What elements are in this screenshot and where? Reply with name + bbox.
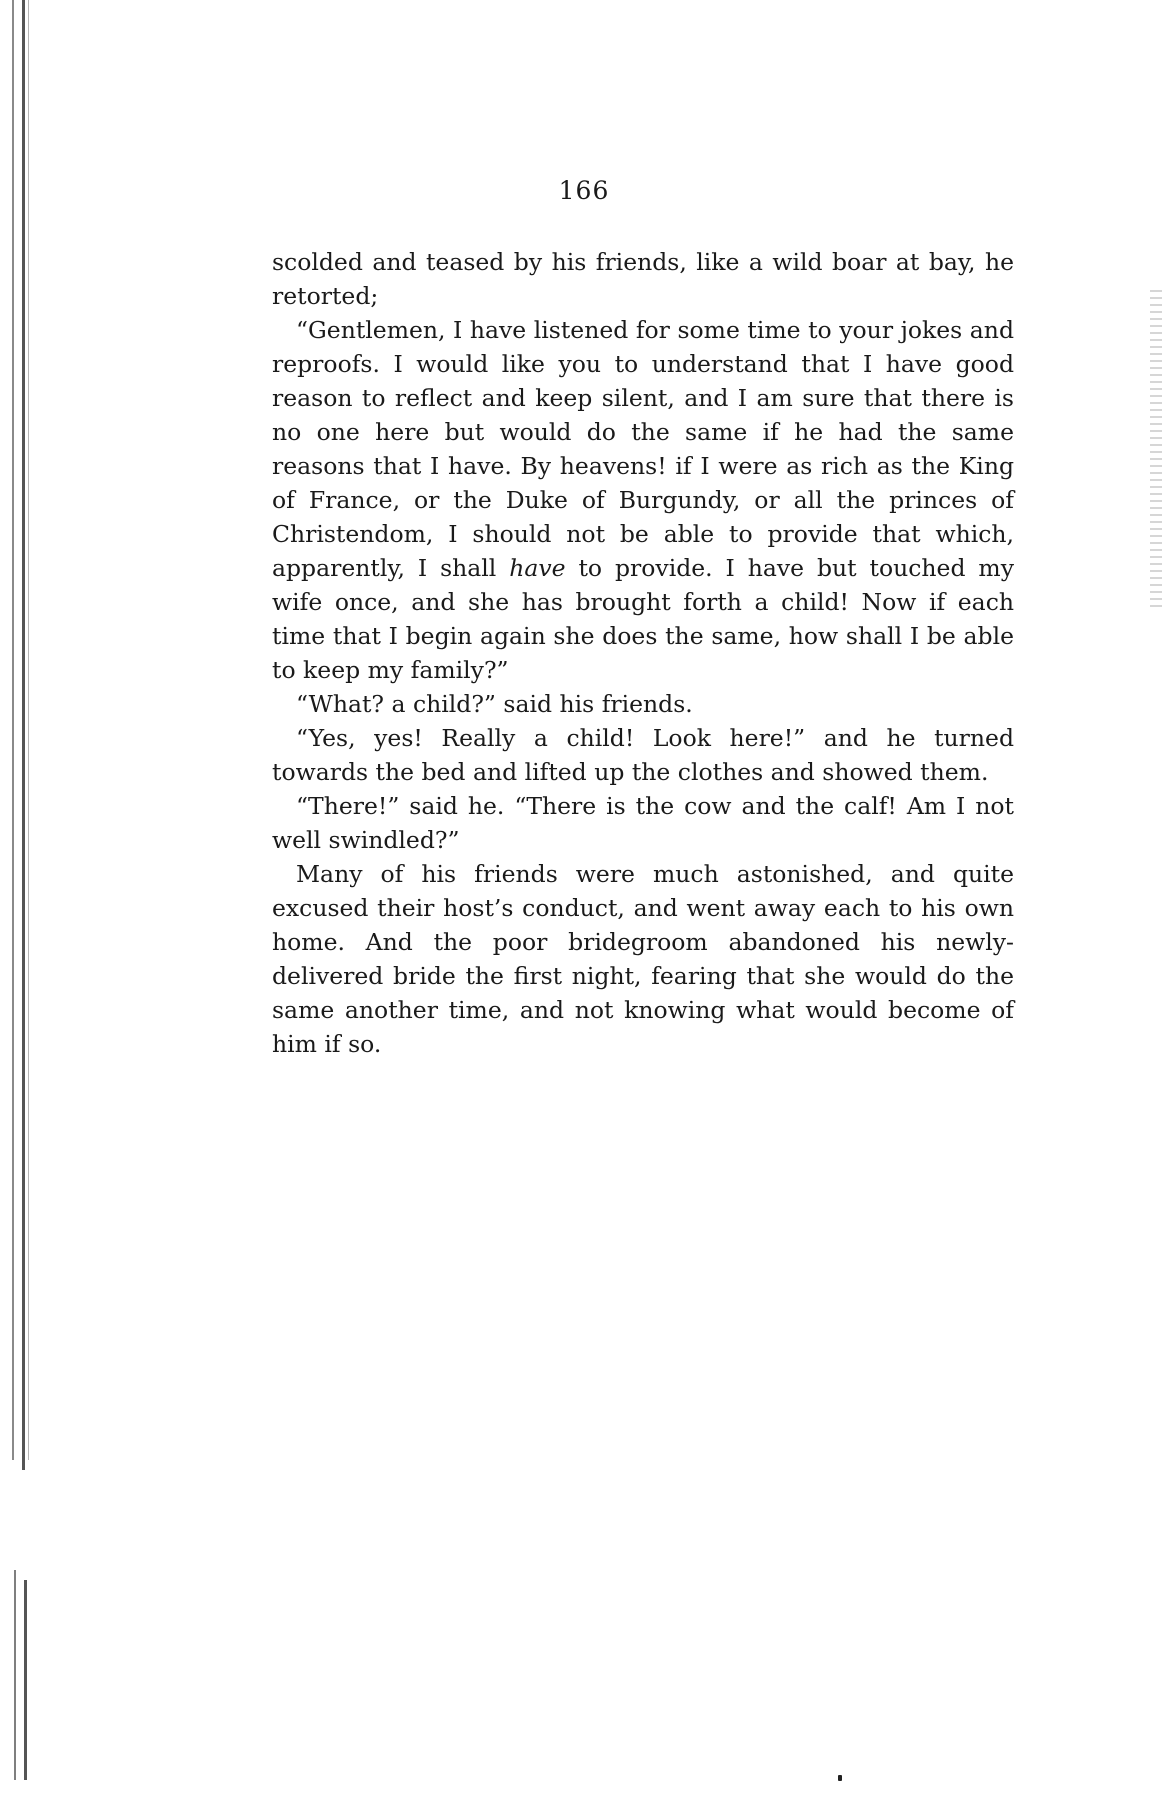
- paragraph-text: “Gentlemen, I have listened for some time to your jokes and reproofs. I would like you to understand that I have good reason to reflect and keep silent, and I am sure that there is no one here but would do the same if he had the same reasons that I have. By heavens! if I were as rich as the King of France, or the Duke of Burgundy, or all the princes of Christendom, I should not be able to provide that which, apparently, I shall: [272, 316, 1014, 582]
- binding-edge-line: [22, 0, 25, 1470]
- paragraph: Many of his friends were much astonished, and quite excused their host’s conduct, and went away each to his own home. And the poor bridegroom abandoned his newly-delivered bride the first night, fearing that she would do the same another time, and not knowing what would become of him if so.: [272, 860, 1014, 1058]
- paragraph: “There!” said he. “There is the cow and the calf! Am I not well swindled?”: [272, 792, 1014, 854]
- binding-edge-line: [28, 0, 29, 1460]
- binding-edge-line: [24, 1580, 27, 1780]
- page-number: 166: [558, 176, 610, 205]
- scan-noise: [1150, 290, 1162, 610]
- paragraph: scolded and teased by his friends, like a wild boar at bay, he retorted;: [272, 248, 1014, 310]
- emphasized-word: have: [509, 554, 566, 582]
- body-text: [272, 245, 1014, 1061]
- binding-edge-line: [12, 0, 14, 1460]
- paragraph: “Yes, yes! Really a child! Look here!” and he turned towards the bed and lifted up the clothes and showed them.: [272, 724, 1014, 786]
- scan-speck: [838, 1775, 842, 1781]
- paragraph-text: to provide. I have but touched my wife once, and she has brought forth a child! Now if each time that I begin again she does the same, how shall I be able to keep my family?”: [272, 554, 1014, 684]
- binding-edge-line: [14, 1570, 16, 1780]
- paragraph: [272, 313, 1014, 687]
- paragraph: “What? a child?” said his friends.: [296, 690, 693, 718]
